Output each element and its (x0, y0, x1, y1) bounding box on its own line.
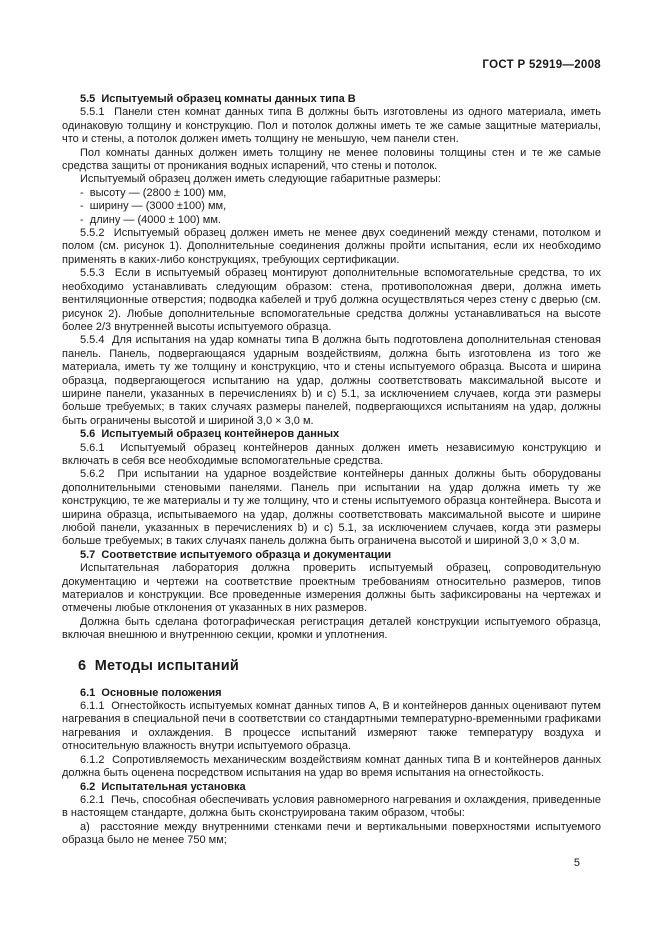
heading-5-5: 5.5 Испытуемый образец комнаты данных типа В (80, 93, 356, 105)
paragraph-5-5-3: 5.5.3 Если в испытуемый образец монтируют дополнительные вспомогательные средства, то их необходимо устанавливать следующим образом: стена, противоположная двери, должна иметь вентиляционные отверстия; подводка кабелей и труб должна осуществляться через стену с дверью (см. рисунок 2). Любые дополнительные вспомогательные средства должны устанавливаться на высоте более 2/3 внутренней высоты испытуемого образца. (62, 267, 601, 333)
paragraph-lab-verification: Испытательная лаборатория должна проверить испытуемый образец, сопроводительную документацию и чертежи на соответствие проектным требованиям относительно размеров, типов материалов и конструкции. Все проведенные измерения должны быть зафиксированы на чертежах и отмечены любые отклонения от указанных в них размеров. (62, 562, 601, 615)
paragraph-6-1-1: 6.1.1 Огнестойкость испытуемых комнат данных типов А, В и контейнеров данных оценивают путем нагревания в специальной печи в соответствии со стандартными температурно-временными графиками нагревания и охлаждения. В процессе испытаний измеряют также температуру воздуха и относительную влажность внутри испытуемого образца. (62, 700, 601, 753)
document-content (62, 93, 601, 848)
paragraph-5-6-2: 5.6.2 При испытании на ударное воздействие контейнеры данных должны быть оборудованы дополнительными стеновыми панелями. Панель при испытании на удар должна иметь ту же конструкцию, те же материалы и ту же толщину, что и стены испытуемого образца контейнера. Высота и ширина образца, испытываемого на удар, должны соответствовать максимальной высоте и ширине любой панели, указанных в перечислениях b) и c) 5.1, за исключением случаев, когда эти размеры больше требуемых; в таких случаях панель должна быть ограничена высотой и шириной 3,0 × 3,0 м. (62, 468, 601, 548)
paragraph-photo-registration: Должна быть сделана фотографическая регистрация деталей конструкции испытуемого образца, включая внешнюю и внутреннюю секции, кромки и уплотнения. (62, 615, 601, 642)
paragraph-floor-thickness: Пол комнаты данных должен иметь толщину не менее половины толщины стен и те же самые средства защиты от проникания водных испарений, что стены и потолок. (62, 146, 601, 173)
list-item-width: - ширину — (3000 ±100) мм, (80, 200, 227, 213)
paragraph-5-5-2: 5.5.2 Испытуемый образец должен иметь не менее двух соединений между стенами, потолком и полом (см. рисунок 1). Дополнительные соединения должны пройти испытания, если их необходимо применять в каких-либо конструкциях, требующих сертификации. (62, 227, 601, 266)
heading-6-1: 6.1 Основные положения (80, 686, 222, 699)
paragraph-item-a: а) расстояние между внутренними стенками печи и вертикальными поверхностями испытуемого образца было не менее 750 мм; (62, 820, 601, 847)
heading-5-6: 5.6 Испытуемый образец контейнеров данных (80, 428, 340, 441)
heading-6-2: 6.2 Испытательная установка (80, 780, 246, 793)
paragraph-6-1-2: 6.1.2 Сопротивляемость механическим воздействиям комнат данных типа В и контейнеров данных должна быть оценена посредством испытания на удар во время испытания на огнестойкость. (62, 753, 601, 780)
heading-6: 6 Методы испытаний (78, 657, 239, 674)
paragraph-5-6-1: 5.6.1 Испытуемый образец контейнеров данных должен иметь независимую конструкцию и включать в себя все необходимые вспомогательные средства. (62, 441, 601, 467)
page-footer (62, 857, 601, 869)
paragraph-5-5-1: 5.5.1 Панели стен комнат данных типа В должны быть изготовлены из одного материала, иметь одинаковую толщину и конструкцию. Пол и потолок должны иметь те же самые защитные материалы, что и стены, а потолок должен иметь толщину не меньшую, чем панели стен. (62, 106, 601, 146)
paragraph-dimensions-intro: Испытуемый образец должен иметь следующие габаритные размеры: (80, 173, 441, 186)
list-item-height: - высоту — (2800 ± 100) мм, (80, 186, 227, 199)
paragraph-6-2-1: 6.2.1 Печь, способная обеспечивать условия равномерного нагревания и охлаждения, приведенные в настоящем стандарте, должна быть сконструирована таким образом, чтобы: (62, 793, 601, 820)
page-number: 5 (573, 856, 580, 869)
list-item-length: - длину — (4000 ± 100) мм. (80, 213, 221, 226)
heading-5-7: 5.7 Соответствие испытуемого образца и документации (80, 548, 392, 561)
doc-number: ГОСТ Р 52919—2008 (482, 59, 601, 71)
paragraph-5-5-4: 5.5.4 Для испытания на удар комнаты типа В должна быть подготовлена дополнительная стеновая панель. Панель, подвергающаяся ударным воздействиям, должна быть изготовлена из того же материала, иметь ту же толщину и конструкцию, что и стены испытуемого образца. Высота и ширина образца, подвергающегося испытанию на удар, должны соответствовать максимальной высоте и ширине панели, указанных в перечислениях b) и c) 5.1, за исключением случаев, когда эти размеры больше требуемых; в таких случаях размеры панелей, подвергающихся испытаниям на удар, должны быть ограничены высотой и шириной 3,0 × 3,0 м. (62, 334, 601, 427)
